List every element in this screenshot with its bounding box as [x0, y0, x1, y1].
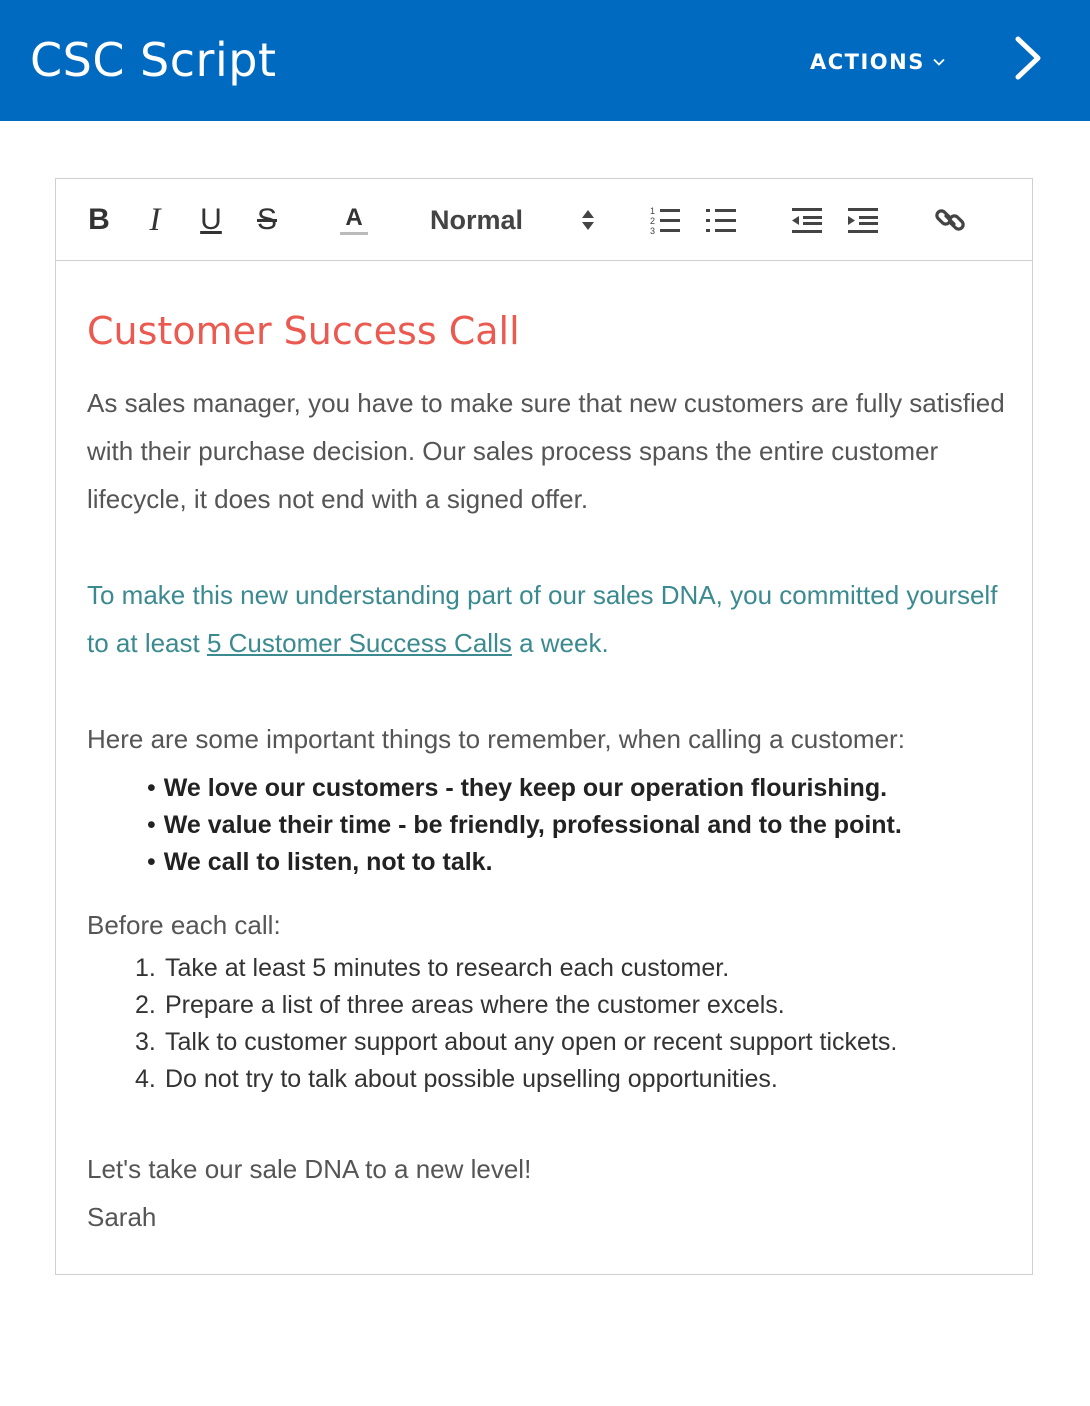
app-title: CSC Script [30, 33, 277, 87]
commitment-text-before: To make this new understanding part of our sales DNA, you committed yourself to at least [87, 580, 998, 658]
step-text: Talk to customer support about any open or recent support tickets. [165, 1028, 898, 1056]
commitment-text-after: a week. [511, 628, 609, 658]
link-button[interactable] [932, 203, 968, 237]
ordered-list-button[interactable] [648, 203, 682, 237]
underline-label: U [200, 203, 222, 236]
step-text: Do not try to talk about possible upselling opportunities. [165, 1065, 778, 1093]
remember-list [147, 770, 902, 881]
bold-button[interactable] [84, 203, 114, 237]
intro-paragraph: As sales manager, you have to make sure that new customers are fully satisfied with their purchase decision. Our sales process spans the entire customer lifecycle, it does not end with a signed offer. [87, 388, 1005, 514]
chevron-right-icon[interactable] [1008, 34, 1048, 82]
list-item: 3. Talk to customer support about any open or recent support tickets. [135, 1028, 898, 1056]
list-item: 1. Take at least 5 minutes to research each customer. [135, 954, 730, 982]
link-icon [934, 204, 966, 236]
indent-button[interactable] [846, 203, 880, 237]
before-call-heading: Before each call: [87, 910, 281, 940]
document-title: Customer Success Call [87, 309, 520, 353]
text-color-button[interactable] [338, 203, 370, 237]
color-label: A [345, 204, 363, 231]
bullet-list-icon [705, 205, 737, 235]
color-swatch [340, 232, 368, 235]
actions-label: ACTIONS [810, 50, 925, 74]
bullet-list-button[interactable] [704, 203, 738, 237]
list-item: • We call to listen, not to talk. [147, 844, 902, 881]
rich-text-editor [55, 178, 1033, 1275]
chevron-down-icon [933, 56, 945, 68]
svg-text:2: 2 [650, 216, 656, 226]
ordered-list-icon [649, 205, 681, 235]
strikethrough-button[interactable] [252, 203, 282, 237]
format-select-value: Normal [430, 204, 524, 235]
before-call-steps [135, 950, 897, 1098]
list-item: 2. Prepare a list of three areas where the customer excels. [135, 991, 785, 1019]
signature: Sarah [87, 1202, 157, 1232]
app-header [0, 0, 1090, 121]
underline-button[interactable] [196, 203, 226, 237]
list-item: • We love our customers - they keep our operation flourishing. [147, 770, 902, 807]
step-text: Take at least 5 minutes to research each customer. [165, 954, 730, 982]
list-item: • We value their time - be friendly, professional and to the point. [147, 807, 902, 844]
format-select[interactable] [430, 199, 600, 241]
commitment-paragraph [87, 571, 1017, 667]
svg-text:1: 1 [650, 206, 656, 216]
bold-label: B [88, 203, 110, 236]
closing-line: Let's take our sale DNA to a new level! [87, 1154, 532, 1184]
outdent-icon [791, 205, 823, 235]
indent-icon [847, 205, 879, 235]
list-item: 4. Do not try to talk about possible upselling opportunities. [135, 1065, 778, 1093]
strike-label: S [256, 203, 277, 236]
step-text: Prepare a list of three areas where the customer excels. [165, 991, 785, 1019]
svg-text:3: 3 [650, 226, 656, 235]
italic-label: I [149, 202, 161, 238]
italic-button[interactable] [140, 203, 170, 237]
editor-toolbar [56, 179, 1032, 261]
actions-menu[interactable] [810, 44, 945, 80]
outdent-button[interactable] [790, 203, 824, 237]
select-arrows-icon [580, 208, 596, 232]
remember-intro: Here are some important things to remember, when calling a customer: [87, 724, 905, 754]
customer-success-calls-link[interactable]: 5 Customer Success Calls [206, 628, 512, 658]
